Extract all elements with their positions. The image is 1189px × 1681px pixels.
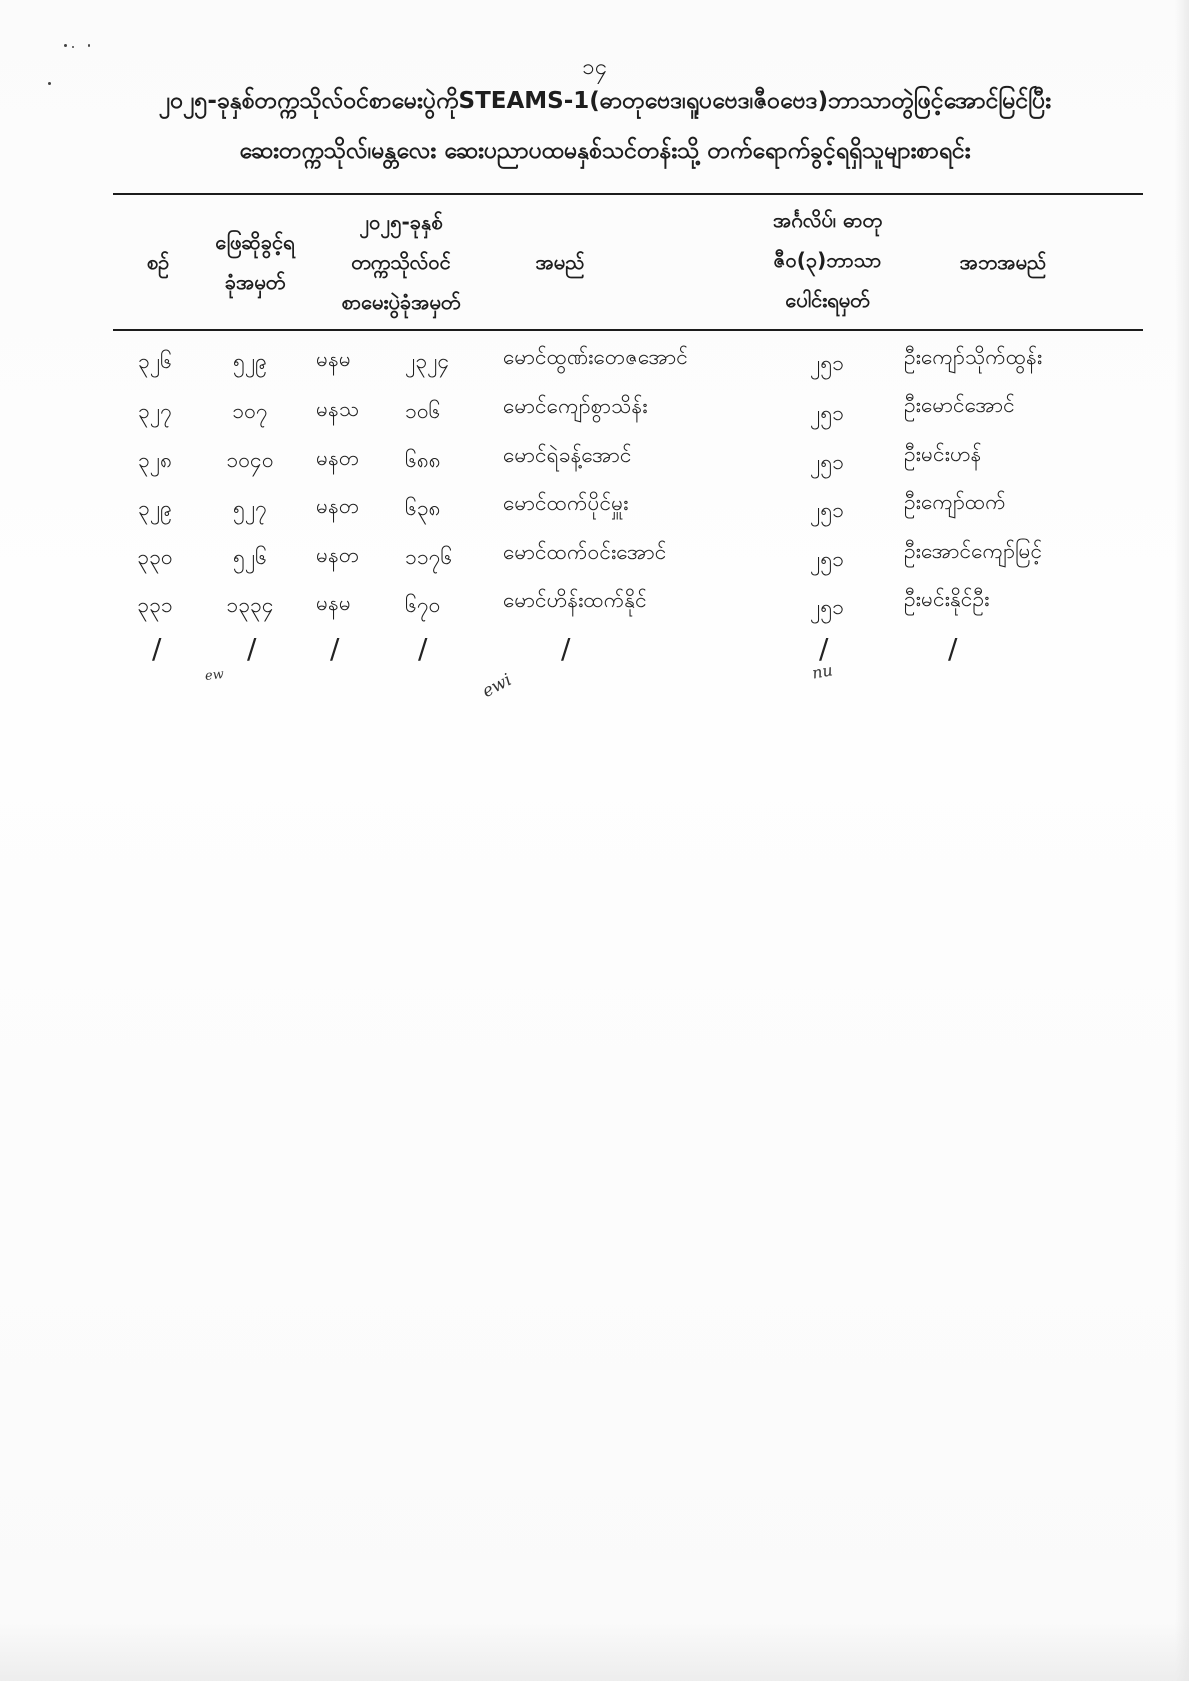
cell-matric: ၆၃၈ xyxy=(405,496,441,520)
cell-matric: ၂၃၂၄ xyxy=(405,349,450,373)
cell-seat: ၁၃၃၄ xyxy=(226,593,274,617)
header-matric-seat: ၂၀၂၅-ခုနှစ် တက္ကသိုလ်ဝင် စာမေးပွဲခုံအမှတ် xyxy=(341,210,461,314)
end-mark-slash: / xyxy=(948,632,958,665)
scan-speck xyxy=(72,46,74,48)
table-top-rule xyxy=(113,193,1143,195)
cell-name: မောင်ကျော်စွာသိန်း xyxy=(503,394,648,418)
handwritten-initial: ewi xyxy=(479,670,515,702)
handwritten-initial: ew xyxy=(204,667,225,684)
end-mark-slash: / xyxy=(152,632,162,665)
header-serial: စဉ် xyxy=(146,250,170,274)
cell-center: မနတ xyxy=(316,446,360,470)
cell-father: ဦးအောင်ကျော်မြင့် xyxy=(904,539,1043,563)
cell-serial: ၃၂၉ xyxy=(138,496,172,520)
document-title-line-2: ဆေးတက္ကသိုလ်၊မန္တလေး ဆေးပညာပထမနှစ်သင်တန်းသို့ တက်ရောက်ခွင့်ရရှိသူများစာရင်း xyxy=(239,138,971,164)
cell-seat: ၁၀၄၀ xyxy=(226,448,274,472)
scan-speck xyxy=(88,44,90,47)
cell-matric: ၁၀၆ xyxy=(405,399,441,423)
cell-center: မနတ xyxy=(316,543,360,567)
cell-seat: ၅၂၉ xyxy=(233,349,267,373)
cell-father: ဦးမောင်အောင် xyxy=(904,393,1015,417)
cell-seat: ၅၂၆ xyxy=(233,545,267,569)
cell-matric: ၁၁၇၆ xyxy=(405,545,453,569)
scan-edge-shadow xyxy=(1175,0,1189,1681)
cell-center: မနသ xyxy=(316,397,360,421)
cell-father: ဦးကျော်သိုက်ထွန်း xyxy=(904,345,1043,369)
cell-father: ဦးမင်းဟန် xyxy=(904,442,982,466)
document-title-line-1: ၂၀၂၅-ခုနှစ်တက္ကသိုလ်ဝင်စာမေးပွဲကိုSTEAMS-1(ဓာတုဗေဒ၊ရူပဗေဒ၊ဇီဝဗေဒ)ဘာသာတွဲဖြင့်အောင်မြင်ပြီး xyxy=(158,88,1052,114)
cell-marks: ၂၅၁ xyxy=(810,450,844,474)
cell-name: မောင်ထက်ဝင်းအောင် xyxy=(503,540,667,564)
end-mark-slash: / xyxy=(418,632,428,665)
cell-marks: ၂၅၁ xyxy=(810,401,844,425)
cell-marks: ၂၅၁ xyxy=(810,547,844,571)
cell-seat: ၁၀၇ xyxy=(232,399,268,423)
end-mark-slash: / xyxy=(330,632,340,665)
header-marks: အင်္ဂလိပ်၊ ဓာတု ဇီဝ(၃)ဘာသာ ပေါင်းရမှတ် xyxy=(772,208,882,312)
cell-name: မောင်ဟိန်းထက်နိုင် xyxy=(503,588,647,612)
scan-speck xyxy=(64,44,67,47)
cell-serial: ၃၂၈ xyxy=(137,448,173,472)
cell-matric: ၆၇၀ xyxy=(405,593,441,617)
cell-father: ဦးကျော်ထက် xyxy=(904,490,1006,514)
cell-matric: ၆၈၈ xyxy=(405,448,441,472)
end-mark-slash: / xyxy=(247,632,257,665)
cell-name: မောင်ထွဏ်းတေဇအောင် xyxy=(503,345,688,369)
cell-seat: ၅၂၇ xyxy=(233,496,267,520)
end-mark-slash: / xyxy=(819,632,829,665)
cell-serial: ၃၂၆ xyxy=(138,349,172,373)
end-mark-slash: / xyxy=(561,632,571,665)
scan-bottom-shadow xyxy=(0,1621,1189,1681)
table-header-rule xyxy=(113,329,1143,331)
cell-name: မောင်ထက်ပိုင်မှူး xyxy=(503,491,629,515)
cell-center: မနမ xyxy=(316,591,351,615)
cell-serial: ၃၃၁ xyxy=(137,593,173,617)
cell-marks: ၂၅၁ xyxy=(810,498,844,522)
page-number: ၁၄ xyxy=(582,55,607,80)
cell-father: ဦးမင်းနိုင်ဦး xyxy=(904,587,990,611)
header-father-name: အဘအမည် xyxy=(959,250,1047,274)
cell-name: မောင်ရဲခန့်အောင် xyxy=(503,443,632,467)
header-name: အမည် xyxy=(535,250,585,274)
cell-center: မနမ xyxy=(316,347,351,371)
cell-serial: ၃၂၇ xyxy=(138,399,172,423)
cell-center: မနတ xyxy=(316,494,360,518)
handwritten-initial: nu xyxy=(810,660,835,683)
cell-serial: ၃၃၀ xyxy=(137,545,173,569)
header-exam-seat: ဖြေဆိုခွင့်ရ ခုံအမှတ် xyxy=(215,230,295,294)
cell-marks: ၂၅၁ xyxy=(810,351,844,375)
cell-marks: ၂၅၁ xyxy=(810,595,844,619)
